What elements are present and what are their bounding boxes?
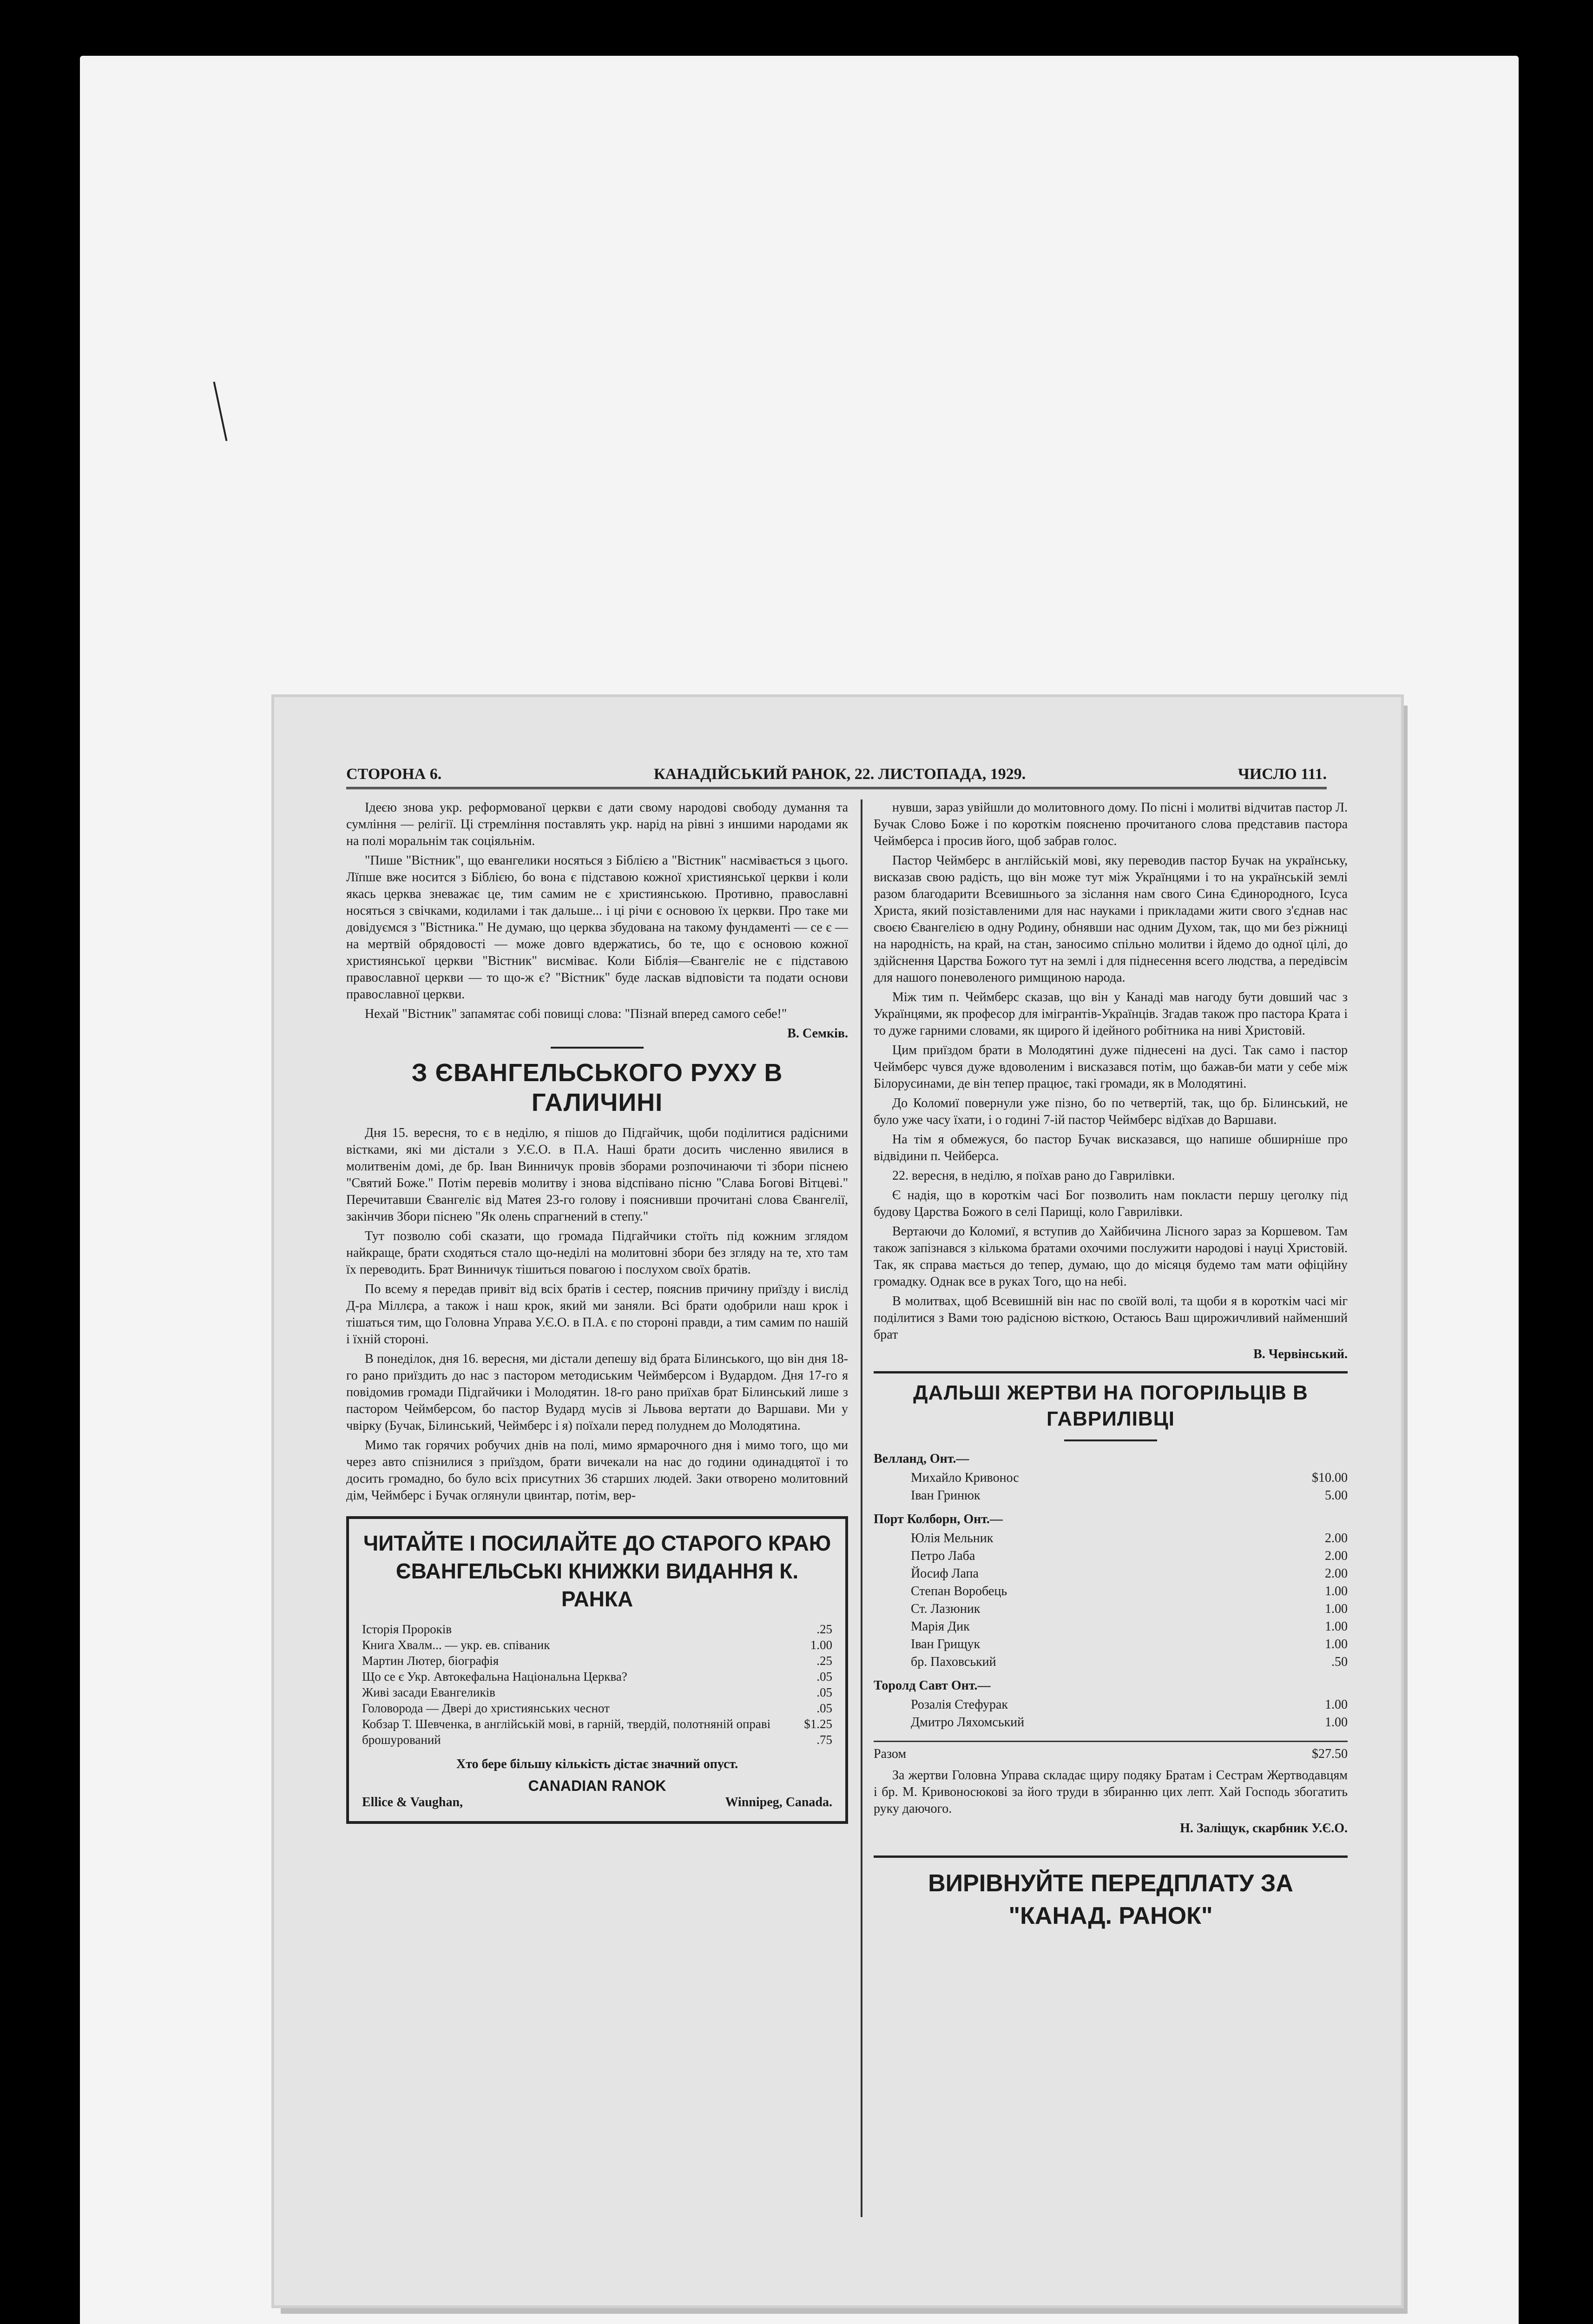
total-label: Разом [874, 1747, 907, 1761]
donation-amount: 1.00 [1325, 1602, 1348, 1616]
article-paragraph: По всему я передав привіт від всіх братів і сестер, пояснив причину приїзду і вислід Д-ра Міллєра, а також і наш крок, який ми заняли. Всі брати одобрили наш крок і тішаться тим, що Головна Управа У.Є.О. в П.А. є по стороні правди, а тим самим по нашій і їхній стороні. [346, 1282, 848, 1347]
ad-note: Хто бере більшу кількість дістає значний опуст. [456, 1757, 738, 1771]
ad-title: ЧИТАЙТЕ І ПОСИЛАЙТЕ ДО СТАРОГО КРАЮ ЄВАНГЕЛЬСЬКІ КНИЖКИ ВИДАННЯ К. РАНКА [363, 1531, 831, 1611]
ad-item-name: Книга Хвалм... — укр. ев. співаник [362, 1638, 550, 1652]
donation-row [874, 1636, 1348, 1653]
book-advertisement [346, 1516, 848, 1824]
donation-place: Торолд Савт Онт.— [874, 1678, 991, 1693]
page-number: СТОРОНА 6. [346, 766, 442, 783]
article-paragraph: Є надія, що в короткім часі Бог позволить нам покласти першу цеголку під будову Царства Божого в селі Парищі, коло Гаврилівки. [874, 1188, 1348, 1219]
ad-item-row [362, 1684, 832, 1700]
donation-amount: 2.00 [1325, 1566, 1348, 1581]
donation-row [874, 1696, 1348, 1714]
donation-row [874, 1653, 1348, 1671]
donor-name: Йосиф Лапа [911, 1566, 979, 1581]
donor-name: Розалія Стефурак [911, 1697, 1008, 1712]
donation-amount: 2.00 [1325, 1549, 1348, 1563]
donation-row [874, 1487, 1348, 1505]
donation-amount: $10.00 [1312, 1471, 1348, 1485]
ad-item-row [362, 1637, 832, 1653]
article-paragraph: Дня 15. вересня, то є в неділю, я пішов до Підгайчик, щоби поділитися радісними вістками, які ми дістали з У.Є.О. в П.А. Наші брати досить численно явилися в молитвенім домі, де бр. Іван Винничук провів зборами розпочинаючи ті збори піснею "Святий Боже." Потім перевів молитву і знова відспівано пісню "Слава Богові Вітцеві." Перечитавши Євангеліє від Матея 23-го голову і пояснивши прочитані слова Євангелії, закінчив Збори піснею "Як олень спрагнений в степу." [346, 1126, 848, 1224]
article-paragraph: До Коломиї повернули уже пізно, бо по четвертій, так, що бр. Білинський, не було уже часу їхати, і о годині 7-ій пастор Чеймберс відїхав до Варшави. [874, 1096, 1348, 1127]
donation-amount: 1.00 [1325, 1584, 1348, 1598]
ad-address [362, 1794, 832, 1811]
ad-item-name: Історія Пророків [362, 1622, 452, 1636]
donor-name: Степан Воробець [911, 1584, 1007, 1598]
ad-item-price: 1.00 [810, 1638, 832, 1652]
article-paragraph: На тім я обмежуся, бо пастор Бучак висказався, що напише обширніше про відвідини п. Чейберса. [874, 1132, 1348, 1163]
headline: З ЄВАНГЕЛЬСЬКОГО РУХУ В ГАЛИЧИНІ [411, 1059, 783, 1116]
donation-place: Порт Колборн, Онт.— [874, 1512, 1003, 1526]
ad-item-price: .75 [816, 1733, 832, 1747]
donations-headline: ДАЛЬШІ ЖЕРТВИ НА ПОГОРІЛЬЦІВ В ГАВРИЛІВЦІ [874, 1371, 1348, 1432]
donation-amount: 1.00 [1325, 1637, 1348, 1651]
donor-name: Ст. Лазюник [911, 1602, 981, 1616]
right-column [874, 799, 1348, 1932]
donation-place: Велланд, Онт.— [874, 1452, 969, 1466]
donor-name: Петро Лаба [911, 1549, 975, 1563]
column-divider [861, 799, 862, 2217]
ad-item-name: Живі засади Евангеликів [362, 1685, 495, 1699]
article-paragraph: Нехай "Вістник" запамятає собі повищі слова: "Пізнай вперед самого себе!" [365, 1007, 787, 1021]
ad-item-name: брошурований [362, 1733, 441, 1747]
signature: В. Червінський. [1253, 1347, 1348, 1361]
ad-item-price: .05 [816, 1701, 832, 1715]
ad-publisher: CANADIAN RANOK [528, 1777, 666, 1794]
article-paragraph: "Пише "Вістник", що евангелики носяться з Біблією а "Вістник" насмівається з цього. Лїпше вже носится з Біблією, бо вона є підставою кожної християнської церкви і коли якась церква зневажає це, тим самим не є християнською. Противно, православні носяться з свічками, кодилами і так дальше... і ці річи є основою їх церкви. Про таке ми довідуємся з "Вістника." Не думаю, що церква збудована на такому фундаменті — се є — на мертвій обрядовості — може довго вдержатись, бо те, що є основою кожної християнської церкви "Вістник" висміває. Коли Біблія—Євангеліє не є підставою православної церкви — то що-ж є? "Вістник" буде ласкав відповісти та подати основи православної церкви. [346, 853, 848, 1002]
ad-item-name: Головорода — Двері до християнських чеснот [362, 1701, 610, 1715]
ad-item-name: Кобзар Т. Шевченка, в англійській мові, в гарній, твердій, полотняній оправі [362, 1717, 771, 1731]
donation-amount: 1.00 [1325, 1715, 1348, 1730]
donor-name: Іван Гринюк [911, 1488, 981, 1503]
scan-streak [213, 382, 228, 441]
donation-row [874, 1583, 1348, 1600]
ad-address-city: Winnipeg, Canada. [725, 1795, 832, 1809]
donation-amount: .50 [1331, 1655, 1348, 1669]
ad-item-row [362, 1732, 832, 1748]
donation-row [874, 1530, 1348, 1547]
ad-item-price: .05 [816, 1685, 832, 1699]
article-paragraph: Мимо так горячих робучих днів на полі, мимо ярмарочного дня і мимо того, що ми через авто спізнилися з приїздом, брати вичекали на нас до години одинадцятої і то досить громадно, бо було всіх присутних 36 старших людей. Заки отворено молитовний дім, Чеймберс і Бучак оглянули цвинтар, потім, вер- [346, 1438, 848, 1503]
issue-number: ЧИСЛО 111. [1238, 766, 1327, 783]
donor-name: Іван Грищук [911, 1637, 981, 1651]
ad-item-name: Що се є Укр. Автокефальна Національна Церква? [362, 1670, 627, 1684]
ad-item-row [362, 1653, 832, 1669]
signature: В. Семків. [787, 1026, 848, 1041]
ad-item-name: Мартин Лютер, біографія [362, 1654, 499, 1668]
donation-row [874, 1469, 1348, 1487]
donor-name: Юлія Мельник [911, 1531, 994, 1545]
donor-name: Марія Дик [911, 1619, 970, 1634]
signature: Н. Заліщук, скарбник У.Є.О. [1180, 1821, 1348, 1835]
donation-row [874, 1618, 1348, 1636]
donation-row [874, 1565, 1348, 1583]
ad-item-row [362, 1669, 832, 1684]
article-paragraph: В понеділок, дня 16. вересня, ми дістали депешу від брата Білинського, що він дня 18-го рано приїздить до нас з пастором методиським Чеймберсом і Вудардом. Дня 17-го я повідомив громади Підгайчики і Молодятин. 18-го рано приїхав брат Білинський лише з пастором Чеймберсом, бо пастор Вудард мусів зі Львова вертати до Варшави. Ми у чвірку (Бучак, Білинський, Чеймберс і я) поїхали перед полуднем до Молодятина. [346, 1352, 848, 1433]
article-paragraph: нувши, зараз увійшли до молитовного дому. По пісні і молитві відчитав пастор Л. Бучак Слово Боже і по короткім поясненю прочитаного слова представив пастора Чеймберса і просив його, щоб забрав голос. [874, 800, 1348, 848]
donor-name: бр. Паховський [911, 1655, 996, 1669]
donation-amount: 5.00 [1325, 1488, 1348, 1503]
donor-name: Дмитро Ляхомський [911, 1715, 1025, 1730]
ad-item-row [362, 1700, 832, 1716]
article-paragraph: Ідеєю знова укр. реформованої церкви є дати свому народові свободу думання та сумління — релігії. Ці стремління поставлять укр. нарід на рівні з иншими народами як на полі моральнім так соціяльнім. [346, 800, 848, 848]
donation-row [874, 1600, 1348, 1618]
article-paragraph: В молитвах, щоб Всевишній він нас по своїй волі, та щоби я в короткім часі міг поділитися з Вами тою радісною вісткою, Остаюсь Ваш щирожичливий найменший брат [874, 1294, 1348, 1342]
ad-item-price: $1.25 [804, 1717, 832, 1731]
article-paragraph: Цим приїздом брати в Молодятині дуже піднесені на дусі. Так само і пастор Чеймберс чувся дуже вдоволеним і висказався потім, що бажав-би мати у себе між Білорусинами, де він тепер працює, такі громади, як в Молодятині. [874, 1043, 1348, 1091]
subscription-banner: ВИРІВНУЙТЕ ПЕРЕДПЛАТУ ЗА "КАНАД. РАНОК" [874, 1855, 1348, 1932]
article-paragraph: Пастор Чеймберс в англійській мові, яку переводив пастор Бучак на українську, висказав свою радість, що він може тут між Українцями і то на українській землі разом благодарити Всевишнього за зіслання нам свого Сина Єдинородного, Ісуса Христа, який позіставленими для нас науками і прикладами жити свого з'єднав нас своєю Євангелією в одну Родину, обнявши нас одним Духом, так, що ми без ріжниці на народність, на край, на стан, заносимо спільно молитви і йдемо до одної цілі, до здійснення Царства Божого тут на землі і для піднесення всего людства, а передівсім для нашого поневоленого римщиною народа. [874, 853, 1348, 985]
left-column [346, 799, 848, 1824]
masthead-title: КАНАДІЙСЬКИЙ РАНОК, 22. ЛИСТОПАДА, 1929. [653, 766, 1026, 783]
page-header [346, 755, 1327, 789]
divider [1064, 1439, 1157, 1441]
divider [551, 1047, 644, 1049]
donation-amount: 2.00 [1325, 1531, 1348, 1545]
thanks-paragraph: За жертви Головна Управа складає щиру подяку Братам і Сестрам Жертводавцям і бр. М. Кривоносюкові за його труди в збиранню цих лепт. Хай Господь збогатить руку даючого. [874, 1768, 1348, 1816]
donation-total [874, 1741, 1348, 1763]
total-amount: $27.50 [1312, 1747, 1348, 1761]
donation-list [874, 1451, 1348, 1731]
article-paragraph: Тут позволю собі сказати, що громада Підгайчики стоїть під кожним зглядом найкраще, брати сходяться стало що-неділі на молитовні збори без згляду на те, хто там їх переводить. Брат Винничук тішиться повагою і послухом своїх братів. [346, 1229, 848, 1277]
ad-item-price: .25 [816, 1622, 832, 1636]
ad-item-row [362, 1621, 832, 1637]
donation-row [874, 1547, 1348, 1565]
ad-price-list [362, 1621, 832, 1748]
donation-amount: 1.00 [1325, 1697, 1348, 1712]
newspaper-page [274, 697, 1401, 2305]
article-paragraph: 22. вересня, в неділю, я поїхав рано до Гаврилівки. [892, 1169, 1175, 1183]
donor-name: Михайло Кривонос [911, 1471, 1019, 1485]
ad-item-price: .05 [816, 1670, 832, 1684]
ad-item-price: .25 [816, 1654, 832, 1668]
article-paragraph: Між тим п. Чеймберс сказав, що він у Канаді мав нагоду бути довший час з Українцями, як професор для імігрантів-Українців. Згадав також про пастора Крата і то дуже гарними словами, як щирого й ідейного робітника на ниві Христовій. [874, 990, 1348, 1038]
ad-item-row [362, 1716, 832, 1732]
donation-amount: 1.00 [1325, 1619, 1348, 1634]
ad-address-street: Ellice & Vaughan, [362, 1795, 463, 1809]
donation-row [874, 1714, 1348, 1731]
article-paragraph: Вертаючи до Коломиї, я вступив до Хайбичина Лісного заpаз за Коршевом. Там також запізнався з кількома братами охочими послужити народові і науці Христовій. Так, як справа мається до тепер, думаю, що до місяця будемо там мати офіційну громадку. Однак все в руках Того, що на небі. [874, 1224, 1348, 1289]
